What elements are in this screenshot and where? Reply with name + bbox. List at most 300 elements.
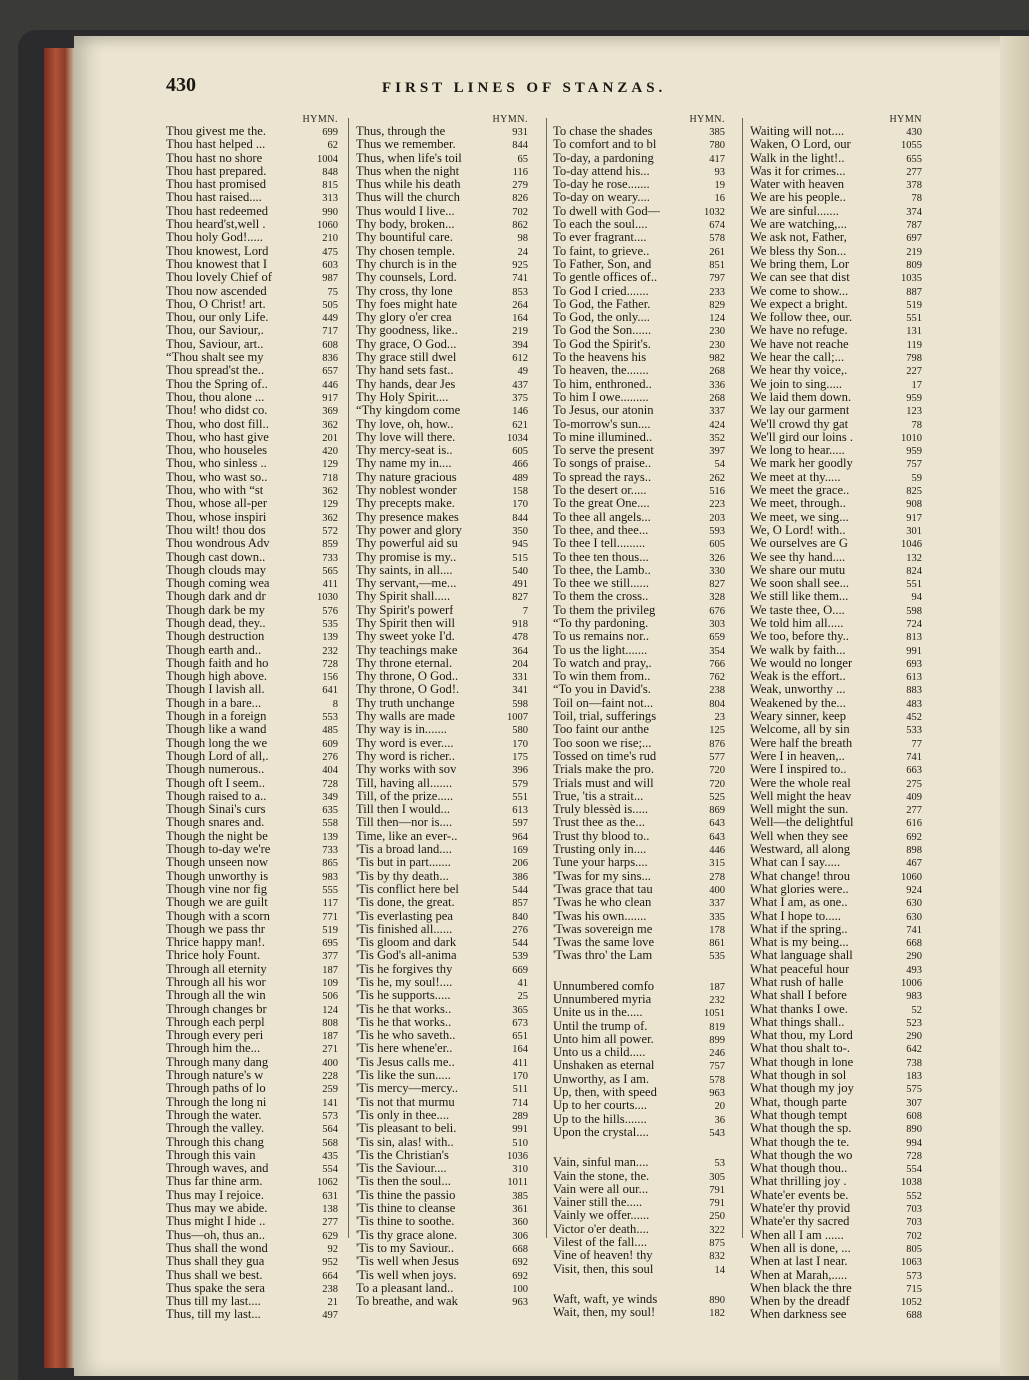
index-entry [553, 896, 725, 909]
page-number: 430 [166, 74, 196, 96]
index-entry [356, 152, 528, 165]
hymn-number: 276 [322, 751, 338, 763]
index-entry [166, 178, 338, 191]
first-line-text: Till, of the prize..... [356, 789, 454, 803]
hymn-number: 861 [709, 938, 725, 950]
index-entry [356, 205, 528, 218]
index-entry [553, 1306, 725, 1319]
hymn-number: 341 [512, 685, 528, 697]
column-rule [742, 118, 743, 1238]
hymn-number: 917 [906, 512, 922, 524]
index-entry [553, 1223, 725, 1236]
index-entry [166, 245, 338, 258]
index-entry [750, 763, 922, 776]
index-entry [166, 1202, 338, 1215]
first-line-text: Unite us in the..... [553, 1006, 643, 1020]
hymn-number: 493 [906, 964, 922, 976]
hymn-number: 374 [906, 206, 922, 218]
hymn-number: 621 [512, 419, 528, 431]
index-entry [356, 378, 528, 391]
index-entry [166, 511, 338, 524]
index-entry [166, 1242, 338, 1255]
first-line-text: To us remains nor.. [553, 630, 650, 644]
index-entry [750, 1122, 922, 1135]
index-entry [750, 976, 922, 989]
first-line-text: We would no longer [750, 656, 853, 670]
first-line-text: Well might the heav [750, 789, 852, 803]
index-entry [553, 418, 725, 431]
hymn-number: 580 [512, 725, 528, 737]
index-entry [356, 324, 528, 337]
first-line-text: Vilest of the fall.... [553, 1236, 648, 1250]
index-entry [553, 298, 725, 311]
hymn-number: 306 [512, 1230, 528, 1242]
first-line-text: Though vine nor fig [166, 882, 268, 896]
index-entry [750, 404, 922, 417]
hymn-number: 305 [709, 1171, 725, 1183]
first-line-text: Though snares and. [166, 816, 265, 830]
hymn-number: 543 [709, 1127, 725, 1139]
first-line-text: 'Tis conflict here bel [356, 882, 459, 896]
letter-section-gap [553, 1139, 725, 1156]
first-line-text: 'Tis thine to cleanse [356, 1202, 456, 1216]
index-entry [356, 457, 528, 470]
first-line-text: Though with a scorn [166, 909, 270, 923]
first-line-text: Though cast down.. [166, 550, 266, 564]
hymn-number: 1051 [704, 1008, 725, 1020]
first-line-text: Unnumbered myria [553, 993, 652, 1006]
hymn-number: 952 [322, 1257, 338, 1269]
hymn-number: 20 [714, 1101, 725, 1113]
index-entry [553, 205, 725, 218]
index-entry [750, 511, 922, 524]
hymn-number: 326 [709, 552, 725, 564]
first-line-text: Thus—oh, thus an.. [166, 1228, 265, 1242]
first-line-text: When black the thre [750, 1281, 852, 1295]
hymn-number: 720 [709, 778, 725, 790]
first-line-text: 'Tis thine the passio [356, 1188, 456, 1202]
first-line-text: We are watching,... [750, 218, 847, 232]
hymn-number: 1011 [507, 1177, 528, 1189]
index-entry [553, 511, 725, 524]
hymn-number: 117 [322, 898, 338, 910]
hymn-number: 578 [709, 233, 725, 245]
first-line-text: Was it for crimes... [750, 164, 846, 178]
first-line-text: When by the dreadf [750, 1295, 850, 1309]
index-entry [750, 311, 922, 324]
first-line-text: Thrice happy man!. [166, 936, 265, 950]
index-entry [553, 644, 725, 657]
index-entry [750, 670, 922, 683]
hymn-number: 659 [709, 632, 725, 644]
first-line-text: Through him the... [166, 1042, 261, 1056]
index-entry [166, 165, 338, 178]
index-entry [553, 165, 725, 178]
first-line-text: Thy glory o'er crea [356, 311, 452, 325]
first-line-text: 'Tis he that works.. [356, 1015, 452, 1029]
index-entry [356, 617, 528, 630]
first-line-text: What if the spring.. [750, 922, 848, 936]
index-entry [553, 191, 725, 204]
index-entry [553, 258, 725, 271]
index-entry [166, 191, 338, 204]
index-entry [356, 431, 528, 444]
first-line-text: Weak, unworthy ... [750, 683, 846, 697]
index-entry [356, 1122, 528, 1135]
hymn-number: 991 [906, 645, 922, 657]
first-line-text: To thee I tell......... [553, 537, 646, 551]
index-entry [166, 1029, 338, 1042]
hymn-number: 230 [709, 339, 725, 351]
hymn-number: 1046 [901, 539, 922, 551]
page-edges [44, 48, 74, 1368]
first-line-text: 'Tis not that murmu [356, 1095, 455, 1109]
index-entry [750, 1189, 922, 1202]
first-line-text: Thou! who didst co. [166, 404, 268, 418]
index-entry [166, 816, 338, 829]
first-line-text: Though Lord of all,. [166, 749, 269, 763]
first-line-text: Though dark be my [166, 603, 265, 617]
index-entry [553, 1170, 725, 1183]
first-line-text: Thy sweet yoke I'd. [356, 630, 455, 644]
first-line-text: Through this chang [166, 1135, 264, 1149]
index-entry [750, 285, 922, 298]
hymn-number: 54 [714, 459, 725, 471]
index-entry [750, 551, 922, 564]
hymn-number: 890 [906, 1124, 922, 1136]
index-entry [356, 590, 528, 603]
first-line-text: 'Twas the same love [553, 936, 655, 950]
index-entry [750, 338, 922, 351]
hymn-number: 204 [512, 658, 528, 670]
hymn-number: 98 [517, 233, 528, 245]
first-line-text: We soon shall see... [750, 577, 850, 591]
hymn-number: 757 [906, 459, 922, 471]
first-line-text: We meet, through.. [750, 497, 846, 511]
index-entry [166, 324, 338, 337]
first-line-text: Thy love, oh, how.. [356, 417, 454, 431]
hymn-number: 75 [327, 286, 338, 298]
hymn-number: 53 [714, 1158, 725, 1170]
hymn-number: 49 [517, 366, 528, 378]
first-line-text: “To thy pardoning. [553, 616, 649, 630]
hymn-number: 869 [709, 805, 725, 817]
hymn-number: 109 [322, 978, 338, 989]
index-entry [356, 1136, 528, 1149]
hymn-number: 983 [322, 871, 338, 883]
index-entry [166, 457, 338, 470]
first-line-text: Thy servant,—me... [356, 577, 457, 591]
index-entry [166, 1069, 338, 1082]
first-line-text: Thy hand sets fast.. [356, 364, 454, 378]
hymn-number: 424 [709, 419, 725, 431]
first-line-text: To a pleasant land.. [356, 1281, 454, 1295]
hymn-number: 1032 [704, 206, 725, 218]
hymn-number: 452 [906, 712, 922, 724]
hymn-number: 603 [322, 259, 338, 271]
first-line-text: Thou hast helped ... [166, 138, 266, 152]
first-line-text: Thou hast no shore [166, 151, 263, 165]
hymn-number: 827 [512, 592, 528, 604]
index-entry [553, 564, 725, 577]
index-entry [750, 737, 922, 750]
first-line-text: To thee we still...... [553, 577, 650, 591]
index-entry [553, 231, 725, 244]
first-line-text: Trusting only in.... [553, 843, 647, 857]
letter-section-gap [553, 963, 725, 980]
hymn-number: 964 [512, 831, 528, 843]
hymn-number: 437 [512, 379, 528, 391]
first-line-text: We are his people.. [750, 191, 846, 205]
hymn-number: 100 [512, 1283, 528, 1295]
index-entry [166, 923, 338, 936]
index-entry [356, 231, 528, 244]
hymn-number: 718 [322, 472, 338, 484]
hymn-number: 862 [512, 220, 528, 232]
hymn-number: 360 [512, 1217, 528, 1229]
first-line-text: To gentle offices of.. [553, 271, 658, 285]
letter-section-gap [553, 1276, 725, 1293]
hymn-number: 411 [512, 1057, 528, 1069]
hymn-number: 643 [709, 831, 725, 843]
first-line-text: Trials must and will [553, 776, 654, 790]
first-line-text: Thus spake the sera [166, 1281, 265, 1295]
first-line-text: To-morrow's sun.... [553, 417, 651, 431]
index-entry [356, 1069, 528, 1082]
first-line-text: Though I lavish all. [166, 683, 265, 697]
hymn-number: 827 [709, 579, 725, 591]
hymn-number: 608 [322, 339, 338, 351]
hymn-number: 616 [906, 818, 922, 830]
index-entry [356, 910, 528, 923]
first-line-text: 'Tis only in thee.... [356, 1108, 450, 1122]
hymn-number: 116 [512, 166, 528, 178]
index-entry [356, 391, 528, 404]
index-entry [750, 258, 922, 271]
first-line-text: 'Tis to my Saviour.. [356, 1241, 455, 1255]
first-line-text: Thy promise is my.. [356, 550, 457, 564]
index-entry [166, 683, 338, 696]
index-entry [166, 1056, 338, 1069]
first-line-text: When at Marah,..... [750, 1268, 848, 1282]
first-line-text: Thus may I rejoice. [166, 1188, 264, 1202]
hymn-number: 635 [322, 805, 338, 817]
hymn-number: 337 [709, 898, 725, 910]
first-line-text: Too soon we rise;... [553, 736, 652, 750]
hymn-number: 77 [911, 738, 922, 750]
index-entry [356, 790, 528, 803]
hymn-number: 544 [512, 938, 528, 950]
index-entry [553, 630, 725, 643]
first-line-text: Though numerous.. [166, 763, 265, 777]
index-entry [356, 258, 528, 271]
first-line-text: Thou hast prepared. [166, 164, 267, 178]
index-entry [356, 870, 528, 883]
index-entry [553, 1249, 725, 1262]
first-line-text: Thy hands, dear Jes [356, 377, 456, 391]
hymn-number: 7 [522, 605, 528, 617]
hymn-number: 156 [322, 672, 338, 684]
hymn-number: 119 [906, 339, 922, 351]
first-line-text: Were I in heaven,.. [750, 749, 845, 763]
hymn-number: 848 [322, 166, 338, 178]
first-line-text: Too faint our anthe [553, 723, 649, 737]
first-line-text: Thy name my in.... [356, 457, 452, 471]
hymn-number: 832 [709, 1251, 725, 1263]
first-line-text: What, though parte [750, 1095, 847, 1109]
hymn-number: 613 [906, 672, 922, 684]
hymn-number: 62 [327, 140, 338, 152]
first-line-text: We have not reache [750, 337, 849, 351]
hymn-number: 375 [512, 392, 528, 404]
hymn-number: 36 [714, 1114, 725, 1126]
hymn-number: 238 [322, 1283, 338, 1295]
first-line-text: When darkness see [750, 1308, 847, 1322]
hymn-number: 262 [709, 472, 725, 484]
first-line-text: To each the soul.... [553, 218, 648, 232]
hymn-number: 411 [322, 579, 338, 591]
index-entry [553, 125, 725, 138]
first-line-text: When all is done, ... [750, 1241, 851, 1255]
index-entry [166, 644, 338, 657]
first-line-text: What I hope to..... [750, 909, 841, 923]
first-line-text: Thou givest me the. [166, 125, 267, 138]
first-line-text: Thus, through the [356, 125, 446, 138]
first-line-text: Thy goodness, like.. [356, 324, 458, 338]
hymn-number: 276 [512, 924, 528, 936]
index-entry [356, 604, 528, 617]
index-entry [750, 870, 922, 883]
index-entry [356, 1096, 528, 1109]
index-entry [553, 590, 725, 603]
first-line-text: Thy way is in....... [356, 723, 447, 737]
first-line-text: We meet, we sing... [750, 510, 849, 524]
first-line-text: What though thou.. [750, 1162, 848, 1176]
index-entry [750, 590, 922, 603]
index-entry [553, 670, 725, 683]
index-entry [553, 1073, 725, 1086]
hymn-number: 475 [322, 246, 338, 258]
hymn-number: 720 [709, 765, 725, 777]
index-entry [166, 604, 338, 617]
index-entry [356, 936, 528, 949]
index-entry [750, 391, 922, 404]
index-entry [166, 910, 338, 923]
hymn-number: 825 [906, 486, 922, 498]
first-line-text: To them the cross.. [553, 590, 649, 604]
hymn-number: 310 [512, 1164, 528, 1176]
first-line-text: Thy counsels, Lord. [356, 271, 457, 285]
index-entry [750, 218, 922, 231]
index-entry [356, 683, 528, 696]
first-line-text: To watch and pray,. [553, 656, 652, 670]
first-line-text: 'Twas his own....... [553, 909, 647, 923]
index-entry [356, 923, 528, 936]
hymn-number: 378 [906, 180, 922, 192]
hymn-number: 250 [709, 1211, 725, 1223]
index-entry [166, 551, 338, 564]
first-line-text: 'Tis the Christian's [356, 1148, 449, 1162]
index-entry [166, 311, 338, 324]
first-line-text: 'Tis a broad land.... [356, 843, 452, 857]
index-entry [166, 1162, 338, 1175]
hymn-number: 489 [512, 472, 528, 484]
first-line-text: Trials make the pro. [553, 763, 654, 777]
index-entry [750, 324, 922, 337]
first-line-text: To God the Son...... [553, 324, 652, 338]
hymn-number: 515 [512, 552, 528, 564]
index-entry [750, 1295, 922, 1308]
hymn-number: 23 [714, 712, 725, 724]
first-line-text: We come to show... [750, 284, 849, 298]
hymn-number: 139 [322, 632, 338, 644]
first-line-text: Thou, O Christ! art. [166, 297, 266, 311]
first-line-text: Thou wondrous Adv [166, 537, 270, 551]
hymn-number: 865 [322, 858, 338, 870]
hymn-number: 598 [512, 698, 528, 710]
index-entry [553, 1236, 725, 1249]
index-entry [553, 484, 725, 497]
first-line-text: To faint, to grieve.. [553, 244, 650, 258]
hymn-number: 555 [322, 884, 338, 896]
first-line-text: Thus, till my last... [166, 1308, 261, 1322]
hymn-number: 859 [322, 539, 338, 551]
index-entry [166, 378, 338, 391]
hymn-number: 829 [709, 299, 725, 311]
first-line-text: Trust thee as the... [553, 816, 645, 830]
hymn-number: 853 [512, 286, 528, 298]
index-entry [166, 404, 338, 417]
hymn-number: 278 [709, 871, 725, 883]
index-entry [553, 471, 725, 484]
hymn-number: 394 [512, 339, 528, 351]
first-line-text: Though oft I seem.. [166, 776, 265, 790]
hymn-number: 78 [911, 193, 922, 205]
hymn-number: 597 [512, 818, 528, 830]
first-line-text: Thou spread'st the.. [166, 364, 265, 378]
first-line-text: When all I am ...... [750, 1228, 844, 1242]
first-line-text: Thy grace, O God... [356, 337, 457, 351]
first-line-text: To God, the Father. [553, 297, 651, 311]
hymn-number: 279 [512, 180, 528, 192]
first-line-text: We bless thy Son... [750, 244, 847, 258]
index-entry [750, 444, 922, 457]
hymn-number: 918 [512, 618, 528, 630]
first-line-text: To comfort and to bl [553, 138, 657, 152]
hymn-number: 170 [512, 1071, 528, 1083]
first-line-text: Through the long ni [166, 1095, 267, 1109]
index-entry [553, 604, 725, 617]
hymn-number: 876 [709, 738, 725, 750]
index-entry [356, 856, 528, 869]
hymn-number: 945 [512, 539, 528, 551]
first-line-text: Thou, who houseles [166, 444, 268, 458]
hymn-number: 277 [906, 805, 922, 817]
first-line-text: Vain, sinful man.... [553, 1156, 649, 1170]
first-line-text: Truly blessèd is..... [553, 803, 649, 817]
index-entry [356, 577, 528, 590]
hymn-number: 369 [322, 406, 338, 418]
index-entry [750, 1069, 922, 1082]
index-entry [750, 1308, 922, 1321]
hymn-number: 714 [512, 1097, 528, 1109]
first-line-text: Thy works with sov [356, 763, 457, 777]
index-entry [356, 1255, 528, 1268]
first-line-text: Through every peri [166, 1029, 264, 1043]
first-line-text: To them the privileg [553, 603, 656, 617]
first-line-text: Weak is the effort.. [750, 670, 846, 684]
index-entry [166, 750, 338, 763]
